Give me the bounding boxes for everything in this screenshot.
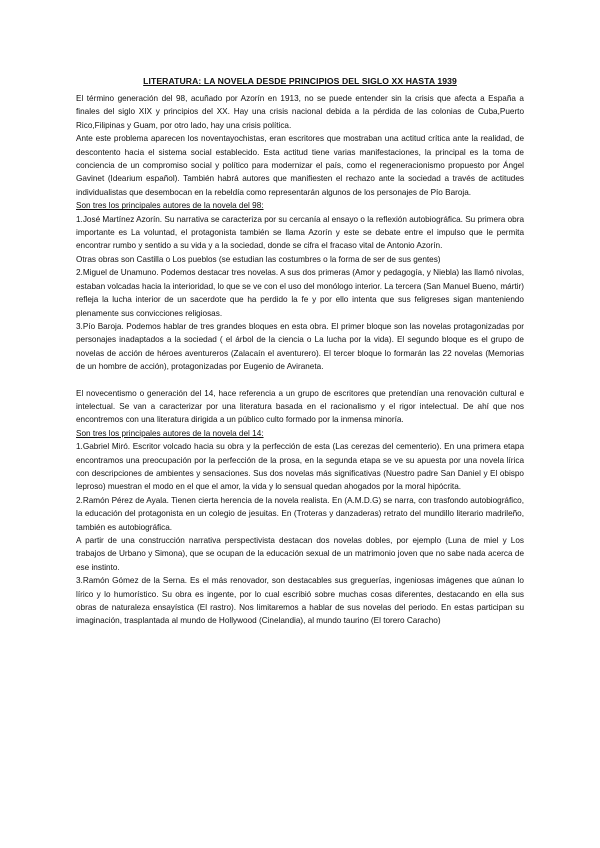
paragraph-noventayochistas: Ante este problema aparecen los noventayochistas, eran escritores que mostraban una actitud crítica ante la realidad, de descontento hacia el sistema social establecido. Esta actitud tiene varias manifestaciones, la principal es la toma de conciencia de un compromiso social y político para modernizar el país, como el regeneracionismo propuesto por Ángel Gavinet (Idearium español). También habrá autores que manifiesten el rechazo ante la sociedad a través de actitudes individualistas que desembocan en la rebeldía como representarán algunos de los personajes de Pío Baroja.	[76, 134, 524, 197]
document-title: LITERATURA: LA NOVELA DESDE PRINCIPIOS DEL SIGLO XX HASTA 1939	[143, 76, 457, 86]
paragraph-baroja: 3.Pío Baroja. Podemos hablar de tres grandes bloques en esta obra. El primer bloque son las novelas protagonizadas por personajes inadaptados a la sociedad ( el árbol de la ciencia o La lucha por la vida). El segundo bloque es el grupo de novelas de acción de héroes aventureros (Zalacaín el aventurero). El tercer bloque lo formarán las 22 novelas (Memorias de un hombre de acción), protagonizadas por Eugenio de Aviraneta.	[76, 321, 524, 372]
paragraph-perspectivista: A partir de una construcción narrativa perspectivista destacan dos novelas dobles, por ejemplo (Luna de miel y Los trabajos de Urbano y Simona), que se ocupan de la educación sexual de un matrimonio joven que no sabe nada acerca de ese instinto.	[76, 536, 524, 572]
paragraph-unamuno: 2.Miguel de Unamuno. Podemos destacar tres novelas. A sus dos primeras (Amor y pedagogía, y Niebla) las llamó nivolas, estaban volcadas hacia la interioridad, lo que se ve con el uso del monólogo interior. La tercera (San Manuel Bueno, mártir) refleja la lucha interior de un sacerdote que ha perdido la fe y por ello intenta que sus feligreses sigan manteniendo plenamente sus convicciones religiosas.	[76, 268, 524, 318]
subheading-authors-14: Son tres los principales autores de la novela del 14:	[76, 428, 264, 438]
paragraph-azorin-other-works: Otras obras son Castilla o Los pueblos (se estudian las costumbres o la forma de ser de sus gentes)	[76, 254, 441, 264]
subheading-authors-98: Son tres los principales autores de la novela del 98:	[76, 201, 264, 211]
section-gap	[76, 374, 524, 387]
paragraph-gomez-de-la-serna: 3.Ramón Gómez de la Serna. Es el más renovador, son destacables sus greguerías, ingeniosas imágenes que aúnan lo lírico y lo humorístico. Su obra es ingente, por lo cual escribió sobre muchas cosas diferentes, destacando en ella sus obras de naturaleza ensayística (El rastro). Nos limitaremos a hablar de sus novelas del periodo. En estas participan su imaginación, trasplantada al mundo de Hollywood (Cinelandia), al mundo taurino (El torero Caracho)	[76, 576, 524, 626]
paragraph-intro-98: El término generación del 98, acuñado por Azorín en 1913, no se puede entender sin la crisis que afecta a España a finales del siglo XIX y principios del XX. Hay una crisis nacional debida a la pérdida de las colonias de Cuba,Puerto Rico,Filipinas y Guam, por otro lado, hay una crisis política.	[76, 94, 524, 130]
paragraph-novecentismo: El novecentismo o generación del 14, hace referencia a un grupo de escritores que pretendían una renovación cultural e intelectual. Se van a caracterizar por una literatura basada en el racionalismo y el rigor intelectual. De ahí que nos encontremos con una literatura dirigida a un público culto formado por la inmensa minoría.	[76, 388, 524, 425]
paragraph-perez-de-ayala: 2.Ramón Pérez de Ayala. Tienen cierta herencia de la novela realista. En (A.M.D.G) se narra, con trasfondo autobiográfico, la educación del protagonista en un colegio de jesuitas. En (Troteras y danzaderas) retrato del mundillo literario madrileño, también es autobiográfica.	[76, 495, 524, 532]
paragraph-azorin: 1.José Martínez Azorín. Su narrativa se caracteriza por su cercanía al ensayo o la reflexión autobiográfica. Su primera obra importante es La voluntad, el protagonista también se llama Azorín y este se debate entre el impulso que le permita encontrar rumbo y sentido a su vida y a la sociedad, donde se cifra el fracaso vital de Antonio Azorín.	[76, 214, 524, 251]
paragraph-miro: 1.Gabriel Miró. Escritor volcado hacia su obra y la perfección de esta (Las cerezas del cementerio). En una primera etapa encontramos una preocupación por la perfección de la prosa, en la segunda etapa se ve su apuesta por una novela lírica con descripciones de ambientes y sensaciones. Sus dos novelas más significativas (Nuestro padre San Daniel y El obispo leproso) muestran el modo en el que el amor, la vida y lo sensual quedan ahogados por la moral hipócrita.	[76, 442, 524, 492]
